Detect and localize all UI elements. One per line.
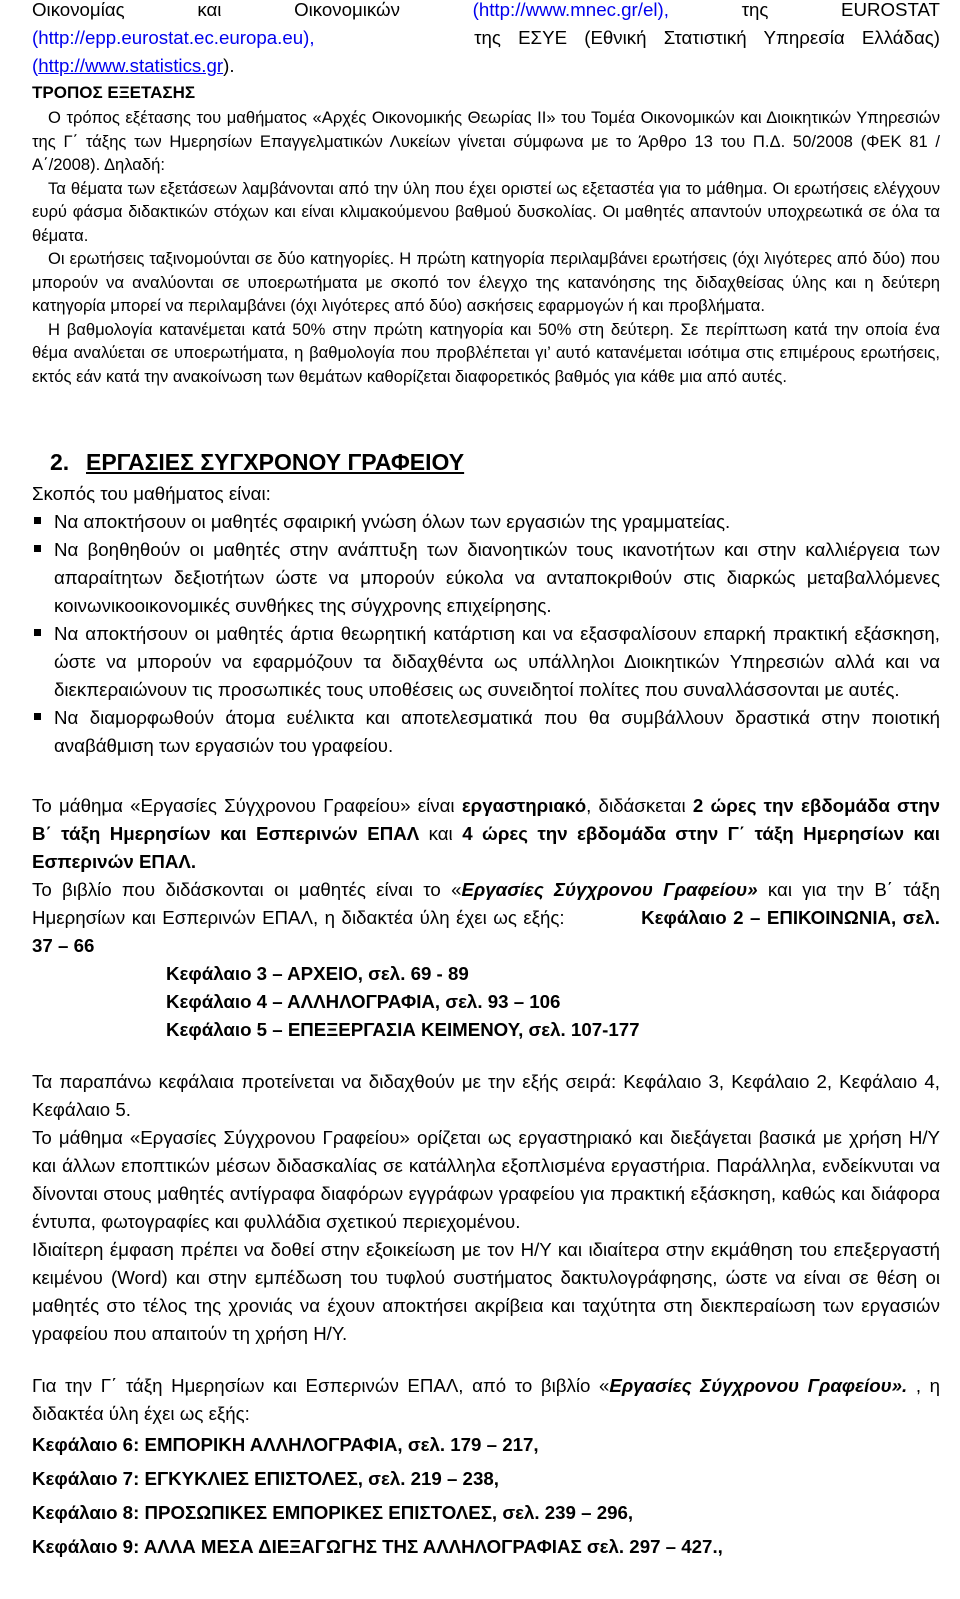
intro-word: της bbox=[741, 0, 769, 20]
order-paragraph: Τα παραπάνω κεφάλαια προτείνεται να διδαχθούν με την εξής σειρά: Κεφάλαιο 3, Κεφάλαιο 2, Κεφάλαιο 4, Κεφάλαιο 5. bbox=[32, 1071, 940, 1120]
section-title-text: ΕΡΓΑΣΙΕΣ ΣΥΓΧΡΟΝΟΥ ΓΡΑΦΕΙΟΥ bbox=[86, 449, 465, 475]
course-text: Το μάθημα «Εργασίες Σύγχρονου Γραφείου» είναι bbox=[32, 795, 462, 816]
intro-line-1 bbox=[32, 0, 940, 24]
intro-word: Οικονομίας bbox=[32, 0, 125, 20]
spacer bbox=[32, 760, 940, 784]
chapter-7: Κεφάλαιο 7: ΕΓΚΥΚΛΙΕΣ ΕΠΙΣΤΟΛΕΣ, σελ. 219 – 238, bbox=[32, 1468, 499, 1489]
eurostat-link[interactable]: (http://epp.eurostat.ec.europa.eu), bbox=[32, 27, 315, 48]
intro-word: Οικονομικών bbox=[294, 0, 400, 20]
chapter-8: Κεφάλαιο 8: ΠΡΟΣΩΠΙΚΕΣ ΕΜΠΟΡΙΚΕΣ ΕΠΙΣΤΟΛΕΣ, σελ. 239 – 296, bbox=[32, 1502, 634, 1523]
exam-paragraph-4: Η βαθμολογία κατανέμεται κατά 50% στην πρώτη κατηγορία και 50% στη δεύτερη. Σε περίπτωση κατά την οποία ένα θέμα αναλύεται σε υποερωτήματα, η βαθμολογία που προβλέπεται γι’ αυτό κατανέμεται ισότιμα στις επιμέρους ερωτήσεις, εκτός εάν κατά την ανακοίνωση των θεμάτων καθορίζεται διαφορετικός βαθμός για κάθε μια από αυτές. bbox=[32, 319, 940, 386]
list-item bbox=[32, 620, 940, 704]
mnec-link[interactable]: (http://www.mnec.gr/el), bbox=[472, 0, 669, 20]
list-item-text: Να αποκτήσουν οι μαθητές άρτια θεωρητική κατάρτιση και να εξασφαλίσουν επαρκή πρακτική εξάσκηση, ώστε να μπορούν να εφαρμόζουν τα διδαχθέντα ως υπάλληλοι Διοικητικών Υπηρεσιών αλλά και να διεκπεραιώνουν τις προσωπικές τους υποθέσεις ως συνειδητοί πολίτες που συναλλάσσονται με αυτές. bbox=[54, 623, 940, 700]
course-text: και bbox=[419, 823, 463, 844]
bullet-square-icon bbox=[34, 545, 41, 552]
intro-text: της ΕΣΥΕ (Εθνική Στατιστική Υπηρεσία Ελλάδας) bbox=[474, 27, 940, 48]
grade-c-text: , η διδακτέα ύλη έχει ως εξής: bbox=[32, 1375, 940, 1424]
course-hours-c-bold: 4 ώρες την εβδομάδα στην Γ΄ τάξη Ημερησίων και Εσπερινών ΕΠΑΛ. bbox=[32, 823, 940, 872]
chapter-6: Κεφάλαιο 6: ΕΜΠΟΡΙΚΗ ΑΛΛΗΛΟΓΡΑΦΙΑ, σελ. 179 – 217, bbox=[32, 1434, 539, 1455]
exam-paragraph-3: Οι ερωτήσεις ταξινομούνται σε δύο κατηγορίες. Η πρώτη κατηγορία περιλαμβάνει ερωτήσεις (όχι λιγότερες από δύο) που μπορούν να αναλύονται σε υποερωτήματα με σκοπό τον έλεγχο της κατανόησης της διδαχθείσας ύλης και η δεύτερη κατηγορία μπορεί να περιλαμβάνει (όχι λιγότερες από δύο) ασκήσεις εφαρμογών ή και προβλήματα. bbox=[32, 249, 940, 315]
book-text: και για την Β΄ τάξη Ημερησίων και Εσπερινών ΕΠΑΛ, η διδακτέα ύλη έχει ως εξής: bbox=[32, 879, 940, 928]
section-number: 2. bbox=[50, 449, 70, 475]
spacer bbox=[32, 1348, 940, 1372]
exam-paragraph-2: Τα θέματα των εξετάσεων λαμβάνονται από την ύλη που έχει οριστεί ως εξεταστέα για το μάθημα. Οι ερωτήσεις ελέγχουν ευρύ φάσμα διδακτικών στόχων και είναι κλιμακούμενου βαθμού δυσκολίας. Οι μαθητές απαντούν υποχρεωτικά σε όλα τα θέματα. bbox=[32, 178, 940, 245]
section-2-title bbox=[32, 444, 940, 480]
bullet-square-icon bbox=[34, 629, 41, 636]
book-title: Εργασίες Σύγχρονου Γραφείου» bbox=[461, 879, 758, 900]
chapter-3: Κεφάλαιο 3 – ΑΡΧΕΙΟ, σελ. 69 - 89 bbox=[166, 963, 469, 984]
course-paragraph bbox=[32, 792, 940, 876]
list-item-text: Να αποκτήσουν οι μαθητές σφαιρική γνώση όλων των εργασιών της γραμματείας. bbox=[54, 511, 731, 532]
lab-paragraph: Το μάθημα «Εργασίες Σύγχρονου Γραφείου» ορίζεται ως εργαστηριακό και διεξάγεται βασικά με χρήση Η/Υ και άλλων εποπτικών μέσων διδασκαλίας σε κατάλληλα εξοπλισμένα εργαστήρια. Παράλληλα, ενδείκνυται να δίνονται στους μαθητές αντίγραφα διαφόρων εγγράφων γραφείου για πρακτική εξάσκηση, καθώς και διάφορα έντυπα, φωτογραφίες και φυλλάδια σχετικού περιεχομένου. bbox=[32, 1127, 940, 1232]
list-item bbox=[32, 508, 940, 536]
emphasis-paragraph: Ιδιαίτερη έμφαση πρέπει να δοθεί στην εξοικείωση με τον Η/Υ και ιδιαίτερα στην εκμάθηση του επεξεργαστή κειμένου (Word) και στην εμπέδωση του τυφλού συστήματος δακτυλογράφησης, ώστε να είναι σε θέση οι μαθητές στο τέλος της χρονιάς να έχουν αποκτήσει ακρίβεια και ταχύτητα στη διεκπεραίωση των εργασιών γραφείου που απαιτούν τη χρήση Η/Υ. bbox=[32, 1239, 940, 1344]
course-text: , διδάσκεται bbox=[586, 795, 693, 816]
list-item-text: Να διαμορφωθούν άτομα ευέλικτα και αποτελεσματικά που θα συμβάλλουν δραστικά στην ποιοτική αναβάθμιση των εργασιών του γραφείου. bbox=[54, 707, 940, 756]
bullet-square-icon bbox=[34, 517, 41, 524]
exam-paragraph-1: Ο τρόπος εξέτασης του μαθήματος «Αρχές Οικονομικής Θεωρίας ΙΙ» του Τομέα Οικονομικών και Διοικητικών Υπηρεσιών της Γ΄ τάξης των Ημερησίων Επαγγελματικών Λυκείων γίνεται σύμφωνα με το Άρθρο 13 του Π.Δ. 50/2008 (ΦΕΚ 81 /Α΄/2008). Δηλαδή: bbox=[32, 108, 940, 174]
list-item bbox=[32, 536, 940, 620]
intro-word: EUROSTAT bbox=[841, 0, 940, 20]
intro-line-3 bbox=[32, 52, 940, 80]
statistics-link[interactable]: http://www.statistics.gr bbox=[38, 55, 224, 76]
aim-list bbox=[32, 508, 940, 760]
chapter-2: Κεφάλαιο 2 – ΕΠΙΚΟΙΝΩΝΙΑ, σελ. 37 – 66 bbox=[32, 907, 940, 956]
course-lab-bold: εργαστηριακό bbox=[461, 795, 587, 816]
exam-heading: ΤΡΟΠΟΣ ΕΞΕΤΑΣΗΣ bbox=[32, 83, 196, 102]
course-hours-b-bold: 2 ώρες την εβδομάδα στην Β΄ τάξη Ημερησίων και Εσπερινών ΕΠΑΛ bbox=[32, 795, 940, 844]
aim-intro: Σκοπός του μαθήματος είναι: bbox=[32, 483, 271, 504]
list-item-text: Να βοηθηθούν οι μαθητές στην ανάπτυξη των διανοητικών τους ικανοτήτων και στην καλλιέργεια των απαραίτητων δεξιοτήτων ώστε να μπορούν εύκολα να ανταποκριθούν στις διαρκώς μεταβαλλόμενες κοινωνικοοικονομικές συνθήκες της σύγχρονης επιχείρησης. bbox=[54, 539, 940, 616]
bullet-square-icon bbox=[34, 713, 41, 720]
book-text: Το βιβλίο που διδάσκονται οι μαθητές είναι το « bbox=[32, 879, 462, 900]
grade-c-book-title: Εργασίες Σύγχρονου Γραφείου». bbox=[609, 1375, 908, 1396]
grade-c-paragraph bbox=[32, 1372, 940, 1428]
list-item bbox=[32, 704, 940, 760]
paren-open: ( bbox=[32, 55, 39, 76]
intro-line-2 bbox=[32, 24, 940, 52]
grade-c-text: Για την Γ΄ τάξη Ημερησίων και Εσπερινών ΕΠΑΛ, από το βιβλίο « bbox=[32, 1375, 610, 1396]
chapter-4: Κεφάλαιο 4 – ΑΛΛΗΛΟΓΡΑΦΙΑ, σελ. 93 – 106 bbox=[166, 991, 561, 1012]
chapter-5: Κεφάλαιο 5 – ΕΠΕΞΕΡΓΑΣΙΑ ΚΕΙΜΕΝΟΥ, σελ. 107-177 bbox=[166, 1019, 640, 1040]
book-paragraph bbox=[32, 876, 940, 960]
chapter-9: Κεφάλαιο 9: ΑΛΛΑ ΜΕΣΑ ΔΙΕΞΑΓΩΓΗΣ ΤΗΣ ΑΛΛΗΛΟΓΡΑΦΙΑΣ σελ. 297 – 427., bbox=[32, 1536, 723, 1557]
paren-close: ). bbox=[223, 55, 235, 76]
spacer bbox=[32, 1044, 940, 1068]
intro-word: και bbox=[197, 0, 222, 20]
